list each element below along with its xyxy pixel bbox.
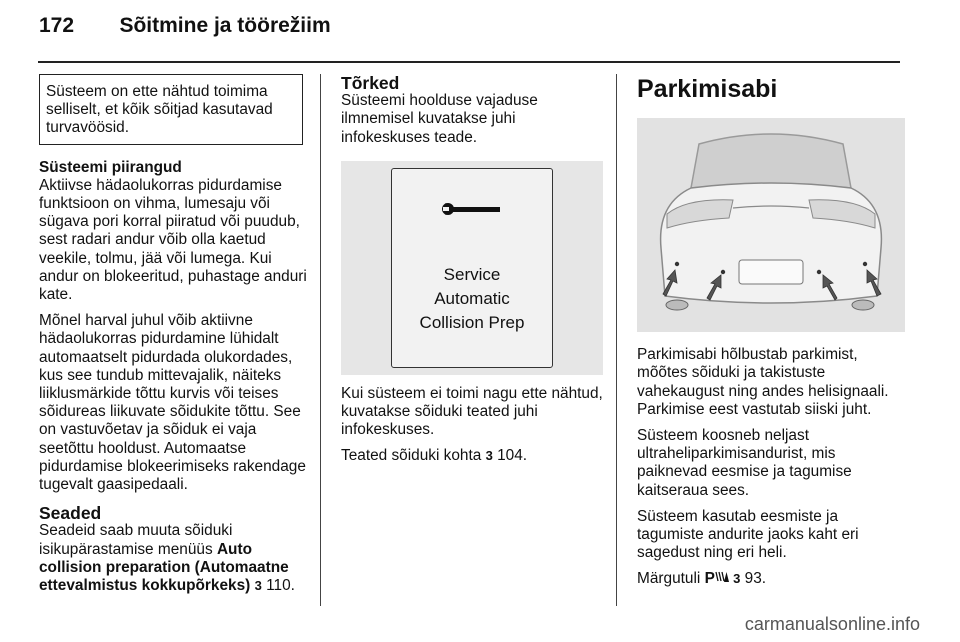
header-rule [38, 61, 900, 63]
limits-paragraph-2: Mõnel harval juhul võib aktiivne hädaolukorras pidurdamine lühidalt automaatselt pidurdada olukordades, kus see tundub mittevajalik, näiteks liiklusmärkide tõttu kurvis või teises sõidureas liikuvate sõidukite tõttu. See on vastuvõetav ja sõiduk ei vaja seetõttu hooldust. Automaatse pidurdamise blokeerimiseks rakendage tugevalt gaasipedaali. [39, 312, 306, 494]
service-line: Collision Prep [419, 312, 525, 332]
limits-heading: Süsteemi piirangud [39, 158, 182, 176]
messages-page-ref[interactable]: 104. [497, 447, 528, 465]
fault-text: Süsteemi hoolduse vajaduse ilmnemisel kuvatakse juhi infokeskuses teade. [341, 92, 538, 146]
after-figure-text: Kui süsteem ei toimi nagu ette nähtud, kuvatakse sõiduki teated juhi infokeskuses. [341, 384, 603, 439]
messages-text: Teated sõiduki kohta [341, 447, 482, 465]
indicator-page-ref[interactable]: 93. [744, 570, 767, 588]
service-display-figure [341, 161, 603, 375]
fault-heading: Tõrked [341, 73, 400, 93]
indicator-paragraph [637, 570, 905, 588]
settings-text: Seadeid saab muuta sõiduki isikupärastamise menüüs [39, 522, 233, 558]
column-right [637, 74, 905, 597]
page-ref-icon: 3 [733, 571, 741, 587]
page-number: 172 [39, 14, 75, 37]
service-line: Automatic [434, 288, 510, 308]
wrench-icon [440, 199, 504, 223]
watermark: carmanualsonline.info [744, 614, 920, 634]
parking-paragraph-1: Parkimisabi hõlbustab parkimist, mõõtes sõiduki ja takistuste vahekaugust ning andes helisignaali. Parkimise eest vastutab siiski juht. [637, 346, 889, 418]
column-middle [341, 74, 603, 474]
settings-paragraph [39, 522, 307, 595]
page-header [39, 14, 331, 50]
messages-paragraph [341, 447, 603, 465]
parking-waves-icon [715, 570, 729, 583]
column-left [39, 74, 307, 603]
parking-paragraph-2: Süsteem koosneb neljast ultraheliparkimisandurist, mis paiknevad eesmise ja tagumise kaitseraua sees. [637, 427, 852, 499]
parking-paragraph-3: Süsteem kasutab eesmiste ja tagumiste andurite jaoks kaht eri sagedust ning eri heli. [637, 507, 859, 562]
settings-menu-name: Auto collision preparation (Automaatne ettevalmistus kokkupõrkeks) [39, 540, 289, 595]
column-divider [320, 74, 321, 606]
service-line: Service [443, 264, 501, 284]
driver-info-display [391, 168, 553, 368]
limits-paragraph-1: Aktiivse hädaolukorras pidurdamise funktsioon on vihma, lumesaju või sügava pori korral piiratud või puudub, sest radari andur võib olla kaetud veekile, tolmu, jää või lumega. Kui andur on blokeeritud, puhastage anduri kate. [39, 176, 307, 304]
column-divider [616, 74, 617, 606]
settings-page-ref[interactable]: 110. [266, 577, 295, 595]
parking-indicator-icon: P [704, 570, 715, 588]
car-rear-figure [637, 118, 905, 332]
indicator-text: Märgutuli [637, 570, 701, 588]
note-text: Süsteem on ette nähtud toimima selliselt, et kõik sõitjad kasutavad turvavöösid. [46, 83, 273, 137]
settings-heading: Seaded [39, 503, 102, 524]
page-ref-icon: 3 [485, 448, 493, 464]
chapter-title: Sõitmine ja töörežiim [119, 14, 331, 37]
service-message [392, 263, 552, 335]
car-rear-illustration [637, 118, 905, 332]
page-ref-icon: 3 [254, 578, 262, 594]
parking-heading: Parkimisabi [637, 75, 778, 103]
note-box [39, 74, 303, 145]
